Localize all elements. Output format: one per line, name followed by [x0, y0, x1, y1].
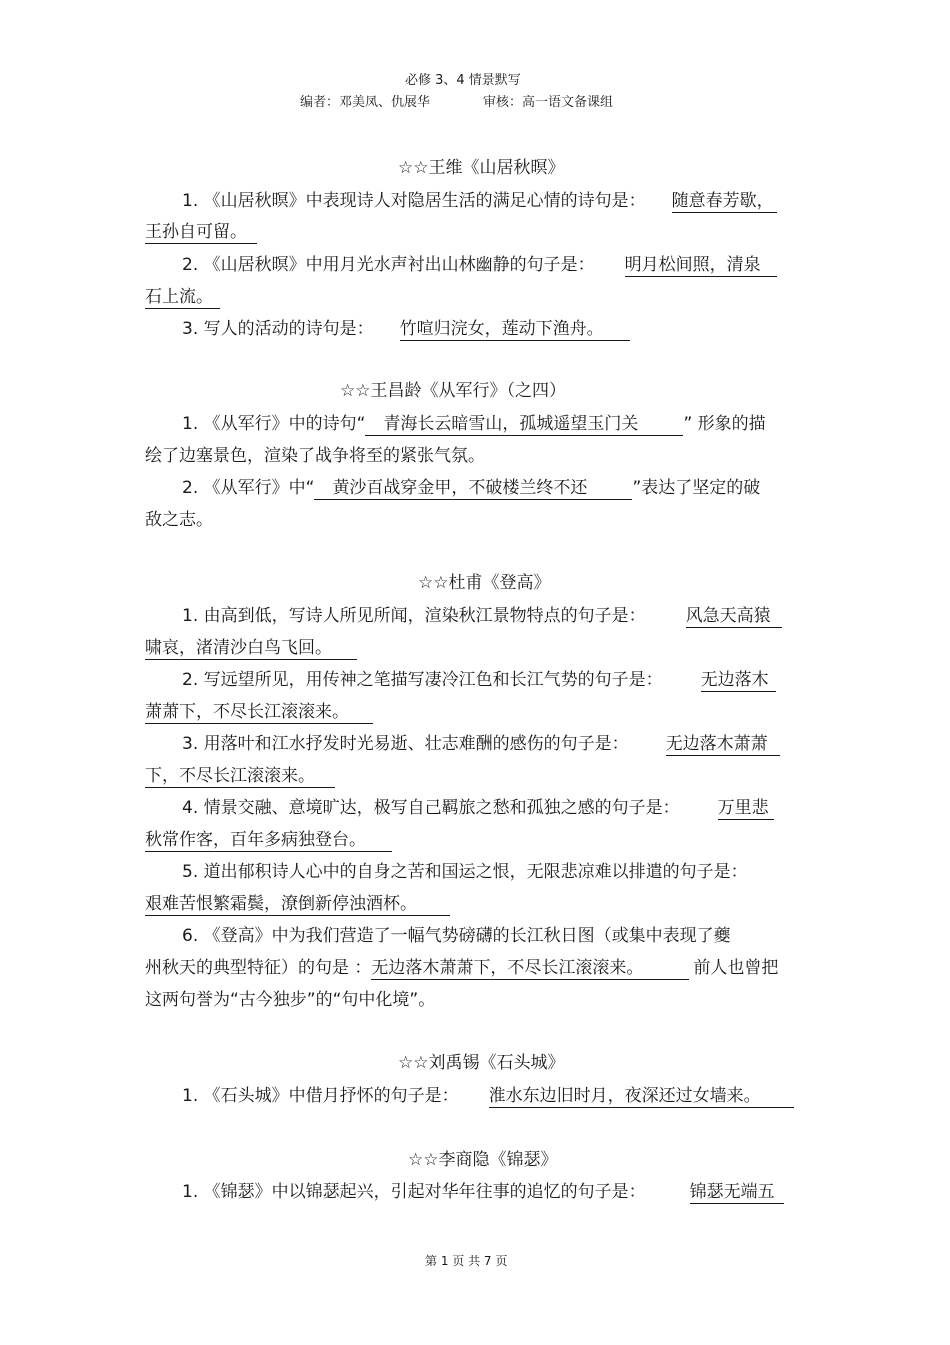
answer-blank: 明月松间照，清泉 — [625, 254, 777, 277]
question-2-cont — [145, 286, 220, 309]
answer-blank: 黄沙百战穿金甲，不破楼兰终不还 — [314, 477, 632, 500]
section-heading-wangchangling: ☆☆王昌龄《从军行》（之四） — [340, 381, 566, 401]
question-text: 1. 《从军行》中的诗句“ — [182, 414, 366, 434]
answer-blank: 风急天高猿 — [686, 605, 782, 628]
question-text: 2. 《从军行》中“ — [182, 478, 315, 498]
answer-blank: 无边落木 — [701, 669, 776, 692]
question-4 — [182, 797, 774, 820]
question-1 — [182, 605, 782, 628]
editors-line: 编者：邓美凤、仇展华 — [300, 95, 431, 110]
answer-blank: 万里悲 — [718, 797, 774, 820]
question-3 — [182, 318, 630, 341]
question-text: 2. 写远望所见，用传神之笔描写凄冷江色和长江气势的句子是： — [182, 670, 663, 690]
question-text: 3. 用落叶和江水抒发时光易逝、壮志难酬的感伤的句子是： — [182, 734, 629, 754]
question-2-cont: 敌之志。 — [145, 510, 213, 530]
question-1 — [182, 1181, 784, 1204]
question-1 — [182, 1085, 794, 1108]
question-text: 州秋天的典型特征）的句是 ： — [145, 958, 372, 978]
question-4-cont — [145, 829, 392, 852]
question-text: 3. 写人的活动的诗句是： — [182, 319, 374, 339]
answer-blank: 淮水东边旧时月，夜深还过女墙来。 — [489, 1085, 794, 1108]
question-3 — [182, 733, 780, 756]
answer-blank: 无边落木萧萧 — [666, 733, 780, 756]
question-6-cont2: 这两句誉为“古今独步”的“句中化境”。 — [145, 990, 436, 1010]
question-text: 2. 《山居秋暝》中用月光水声衬出山林幽静的句子是： — [182, 255, 595, 275]
question-1-cont — [145, 637, 357, 660]
document-title: 必修 3、4 情景默写 — [405, 73, 521, 88]
answer-blank: 锦瑟无端五 — [690, 1181, 784, 1204]
page-footer: 第 1 页 共 7 页 — [425, 1254, 508, 1268]
question-text: 1. 《锦瑟》中以锦瑟起兴，引起对华年往事的追忆的句子是： — [182, 1182, 646, 1202]
answer-blank: 王孙自可留。 — [145, 221, 257, 244]
question-2 — [182, 254, 777, 277]
reviewer-line: 审核：高一语文备课组 — [483, 95, 614, 110]
question-text: 1. 由高到低，写诗人所见所闻，渲染秋江景物特点的句子是： — [182, 606, 646, 626]
question-1-cont: 绘了边塞景色，渲染了战争将至的紧张气氛。 — [145, 446, 485, 466]
answer-blank: 秋常作客，百年多病独登台。 — [145, 829, 392, 852]
section-heading-liuyuxi: ☆☆刘禹锡《石头城》 — [398, 1053, 565, 1073]
section-heading-lishangyin: ☆☆李商隐《锦瑟》 — [408, 1150, 558, 1170]
question-5: 5. 道出郁积诗人心中的自身之苦和国运之恨，无限悲凉难以排遣的句子是： — [182, 862, 748, 882]
answer-blank: 啸哀，渚清沙白鸟飞回。 — [145, 637, 357, 660]
question-text: ” 形象的描 — [683, 414, 766, 434]
question-1 — [182, 190, 777, 213]
section-heading-wangwei: ☆☆王维《山居秋暝》 — [398, 158, 565, 178]
question-6-cont — [145, 957, 778, 980]
question-text: ”表达了坚定的破 — [632, 478, 761, 498]
question-6: 6. 《登高》中为我们营造了一幅气势磅礴的长江秋日图（或集中表现了夔 — [182, 926, 731, 946]
answer-blank: 随意春芳歇， — [672, 190, 777, 213]
answer-blank: 石上流。 — [145, 286, 220, 309]
answer-blank: 青海长云暗雪山，孤城遥望玉门关 — [365, 413, 683, 436]
question-2-cont — [145, 701, 373, 724]
question-text: 1. 《石头城》中借月抒怀的句子是： — [182, 1086, 459, 1106]
question-2 — [182, 669, 776, 692]
answer-blank: 下，不尽长江滚滚来。 — [145, 765, 335, 788]
question-text: 4. 情景交融、意境旷达，极写自己羁旅之愁和孤独之感的句子是： — [182, 798, 680, 818]
question-5-cont — [145, 893, 450, 916]
answer-blank: 无边落木萧萧下，不尽长江滚滚来。 — [371, 957, 689, 980]
answer-blank: 竹喧归浣女，莲动下渔舟。 — [400, 318, 630, 341]
section-heading-dufu: ☆☆杜甫《登高》 — [418, 573, 551, 593]
question-text: 1. 《山居秋暝》中表现诗人对隐居生活的满足心情的诗句是： — [182, 191, 646, 211]
answer-blank: 萧萧下，不尽长江滚滚来。 — [145, 701, 373, 724]
question-text: 前人也曾把 — [693, 958, 779, 978]
question-1-cont — [145, 221, 257, 244]
question-1 — [182, 413, 766, 436]
question-3-cont — [145, 765, 335, 788]
answer-blank: 艰难苦恨繁霜鬓，潦倒新停浊酒杯。 — [145, 893, 450, 916]
question-2 — [182, 477, 760, 500]
